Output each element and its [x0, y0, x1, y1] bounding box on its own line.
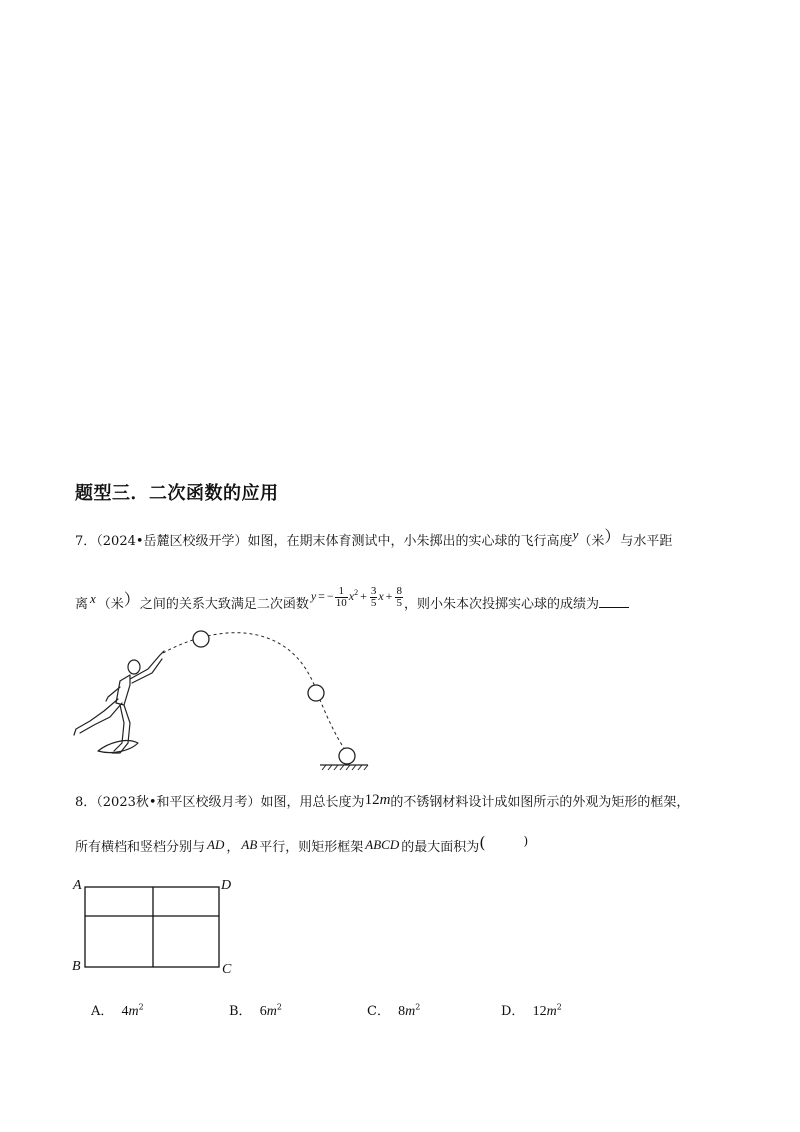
frac1-den: 10	[335, 596, 347, 609]
shot-put-figure	[68, 625, 378, 775]
label-b: B	[72, 959, 81, 974]
q7-var-y: y	[572, 527, 579, 542]
q7-unit-x-close: ）	[123, 590, 140, 609]
frac2-den: 5	[370, 596, 377, 609]
choice-a-exp: 2	[138, 1002, 144, 1012]
q7-formula	[310, 584, 404, 609]
q7-text-1b: 与水平距	[620, 534, 673, 549]
frame-outline	[85, 887, 219, 967]
choice-c-letter: C．	[367, 1004, 390, 1019]
q8-length-unit: m	[379, 792, 391, 808]
choice-d-unit: m	[546, 1004, 557, 1019]
q8-ab: AB	[241, 837, 258, 852]
q8-line1	[75, 791, 689, 811]
q8-text-2b: 平行，则矩形框架	[259, 840, 364, 855]
choice-a[interactable]	[91, 1000, 144, 1020]
choice-c-exp: 2	[415, 1002, 421, 1012]
q8-text-1a: 如图，用总长度为	[260, 795, 365, 810]
choice-a-unit: m	[128, 1004, 139, 1019]
q8-text-2a: 所有横档和竖档分别与	[75, 840, 206, 855]
section-title: 题型三．二次函数的应用	[75, 483, 279, 504]
formula-frac-1	[335, 586, 348, 609]
formula-plus1: +	[360, 589, 367, 603]
q8-text-2c: 的最大面积为	[401, 840, 480, 855]
choice-a-letter: A．	[91, 1004, 114, 1019]
frac1-num: 1	[335, 586, 348, 598]
q8-paren-close: )	[523, 834, 529, 848]
q8-abcd: ABCD	[365, 837, 400, 852]
q7-text-2c: ，则小朱本次投掷实心球的成绩为	[403, 597, 599, 612]
q7-var-x: x	[90, 591, 96, 606]
ball-landed	[339, 748, 355, 764]
choice-b[interactable]	[229, 1000, 282, 1020]
q7-text-2a: 离	[75, 597, 89, 612]
formula-frac-2	[370, 586, 378, 609]
formula-eq: =	[318, 589, 325, 603]
q8-source: （2023秋•和平区校级月考）	[96, 795, 261, 810]
q7-unit-open: （米	[578, 534, 605, 549]
formula-frac-3	[395, 586, 403, 609]
formula-y: y	[310, 589, 317, 603]
rectangle-frame-figure	[84, 886, 220, 968]
q8-length-num: 12	[364, 792, 380, 808]
choice-b-num: 6	[259, 1004, 267, 1019]
choice-a-num: 4	[121, 1004, 129, 1019]
q7-unit-close: ）	[604, 527, 621, 546]
choice-b-exp: 2	[276, 1002, 282, 1012]
thrower-figure	[74, 651, 164, 753]
ball-top	[193, 631, 209, 647]
q7-text-2b: 之间的关系大致满足二次函数	[139, 597, 309, 612]
q8-comma: ，	[226, 840, 240, 855]
ball-middle	[308, 685, 324, 701]
q8-number: 8．	[75, 795, 97, 810]
q8-paren-open: (	[479, 833, 486, 852]
formula-x1: x	[378, 589, 384, 603]
formula-neg: −	[326, 589, 334, 603]
frac3-den: 5	[396, 596, 402, 609]
formula-x2: x	[348, 589, 355, 603]
choice-c-unit: m	[405, 1004, 416, 1019]
choice-d-letter: D．	[501, 1004, 525, 1019]
answer-blank	[599, 595, 629, 608]
q7-text-1a: 如图，在期末体育测试中，小朱掷出的实心球的飞行高度	[247, 534, 573, 549]
frac3-num: 8	[396, 584, 402, 597]
ground-hatch	[322, 765, 368, 770]
frac2-num: 3	[370, 584, 377, 597]
choice-d-exp: 2	[556, 1002, 562, 1012]
q7-source: （2024•岳麓区校级开学）	[96, 534, 248, 549]
choice-c[interactable]	[367, 1000, 420, 1020]
label-c: C	[222, 962, 232, 977]
q8-text-1b: 的不锈钢材料设计成如图所示的外观为矩形的框架，	[390, 795, 690, 810]
q7-line1	[75, 527, 672, 550]
q7-line2	[75, 584, 629, 617]
q7-unit-x: （米	[97, 597, 124, 612]
choice-b-letter: B．	[229, 1004, 252, 1019]
q8-line2	[75, 833, 529, 855]
choice-d[interactable]	[501, 1000, 562, 1020]
formula-exp2: 2	[354, 588, 359, 597]
label-d: D	[221, 878, 232, 893]
choice-d-num: 12	[532, 1004, 547, 1019]
choice-c-num: 8	[398, 1004, 406, 1019]
label-a: A	[73, 878, 82, 893]
formula-plus2: +	[385, 589, 393, 603]
q7-number: 7．	[75, 534, 97, 549]
q8-ad: AD	[207, 837, 225, 852]
choice-b-unit: m	[266, 1004, 277, 1019]
